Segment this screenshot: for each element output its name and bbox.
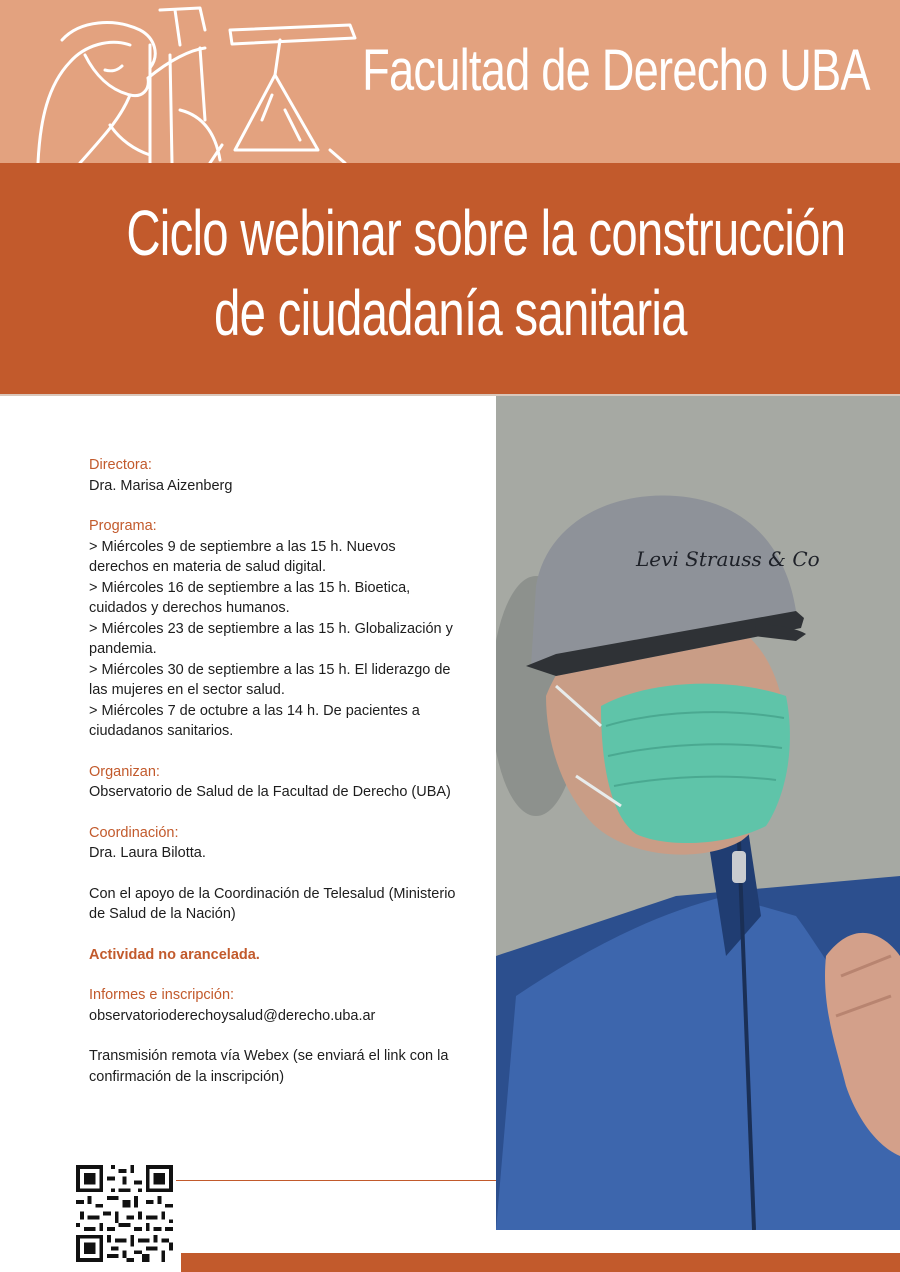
informes-section <box>89 985 459 1026</box>
actividad-text: Actividad no arancelada. <box>89 946 260 963</box>
programa-section <box>89 516 459 742</box>
organizan-section <box>89 762 459 803</box>
coordinacion-section <box>89 823 459 864</box>
masked-man-photo <box>496 396 900 1230</box>
directora-name: Dra. Marisa Aizenberg <box>89 477 233 494</box>
transmision-section <box>89 1046 459 1087</box>
event-details <box>89 455 459 1107</box>
programa-label: Programa: <box>89 518 157 534</box>
programa-item: > Miércoles 7 de octubre a las 14 h. De pacientes a ciudadanos sanitarios. <box>89 702 420 739</box>
divider-line <box>176 1180 496 1181</box>
transmision-text: Transmisión remota vía Webex (se enviará el link con la confirmación de la inscripción) <box>89 1048 449 1085</box>
header-band <box>0 0 900 163</box>
main-title <box>0 193 900 353</box>
programa-item: > Miércoles 23 de septiembre a las 15 h. Globalización y pandemia. <box>89 620 453 657</box>
apoyo-text: Con el apoyo de la Coordinación de Telesalud (Ministerio de Salud de la Nación) <box>89 885 456 922</box>
directora-label: Directora: <box>89 457 152 473</box>
justice-figure-illustration <box>0 0 420 163</box>
masked-man-illustration <box>496 396 900 1230</box>
organizan-text: Observatorio de Salud de la Facultad de Derecho (UBA) <box>89 784 451 800</box>
programa-item: > Miércoles 16 de septiembre a las 15 h. Bioetica, cuidados y derechos humanos. <box>89 579 411 616</box>
cap-logo-text: Levi Strauss & Co <box>636 547 820 571</box>
programa-item: > Miércoles 9 de septiembre a las 15 h. Nuevos derechos en materia de salud digital. <box>89 538 396 575</box>
coordinacion-name: Dra. Laura Bilotta. <box>89 845 206 861</box>
informes-label: Informes e inscripción: <box>89 987 235 1003</box>
directora-section <box>89 455 459 496</box>
coordinacion-label: Coordinación: <box>89 824 179 841</box>
footer-bar <box>181 1253 900 1272</box>
faculty-title: Facultad de Derecho UBA <box>362 38 870 103</box>
informes-email[interactable]: observatorioderechoysalud@derecho.uba.ar <box>89 1007 376 1024</box>
programa-item: > Miércoles 30 de septiembre a las 15 h. El liderazgo de las mujeres en el sector salud. <box>89 661 451 698</box>
qr-code-graphic <box>76 1165 173 1262</box>
main-title-line-2: de ciudadanía sanitaria <box>213 277 687 349</box>
qr-code[interactable] <box>76 1165 173 1262</box>
apoyo-section <box>89 884 459 925</box>
organizan-label: Organizan: <box>89 763 160 780</box>
actividad-section <box>89 945 459 966</box>
main-title-line-1: Ciclo webinar sobre la construcción <box>126 197 846 269</box>
title-band <box>0 163 900 396</box>
